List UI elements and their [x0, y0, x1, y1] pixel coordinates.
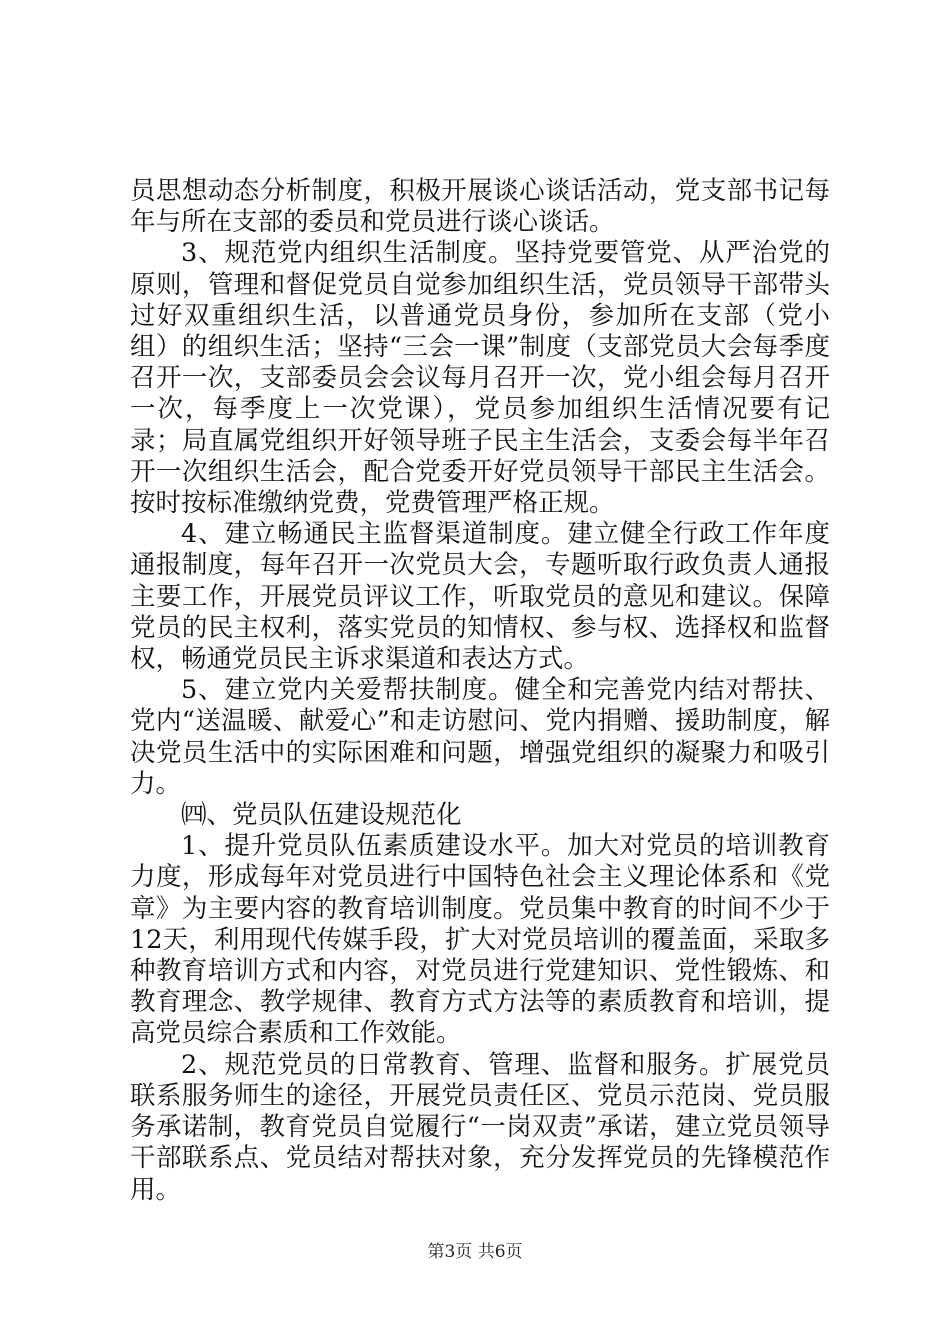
- document-body: [130, 176, 830, 1206]
- paragraph: 4、建立畅通民主监督渠道制度。建立健全行政工作年度通报制度，每年召开一次党员大会，专题听取行政负责人通报主要工作，开展党员评议工作，听取党员的意见和建议。保障党员的民主权利，落实党员的知情权、参与权、选择权和监督权，畅通党员民主诉求渠道和表达方式。: [130, 519, 830, 675]
- paragraph: 5、建立党内关爱帮扶制度。健全和完善党内结对帮扶、党内“送温暖、献爱心”和走访慰问、党内捐赠、援助制度，解决党员生活中的实际困难和问题，增强党组织的凝聚力和吸引力。: [130, 675, 830, 799]
- paragraph: 1、提升党员队伍素质建设水平。加大对党员的培训教育力度，形成每年对党员进行中国特色社会主义理论体系和《党章》为主要内容的教育培训制度。党员集中教育的时间不少于12天，利用现代传媒手段，扩大对党员培训的覆盖面，采取多种教育培训方式和内容，对党员进行党建知识、党性锻炼、和教育理念、教学规律、教育方式方法等的素质教育和培训，提高党员综合素质和工作效能。: [130, 831, 830, 1049]
- paragraph: 3、规范党内组织生活制度。坚持党要管党、从严治党的原则，管理和督促党员自觉参加组织生活，党员领导干部带头过好双重组织生活，以普通党员身份，参加所在支部（党小组）的组织生活；坚持“三会一课”制度（支部党员大会每季度召开一次，支部委员会会议每月召开一次，党小组会每月召开一次，每季度上一次党课），党员参加组织生活情况要有记录；局直属党组织开好领导班子民主生活会，支委会每半年召开一次组织生活会，配合党委开好党员领导干部民主生活会。按时按标准缴纳党费，党费管理严格正规。: [130, 238, 830, 519]
- section-heading: ㈣、党员队伍建设规范化: [181, 800, 462, 831]
- paragraph: 2、规范党员的日常教育、管理、监督和服务。扩展党员联系服务师生的途径，开展党员责任区、党员示范岗、党员服务承诺制，教育党员自觉履行“一岗双责”承诺，建立党员领导干部联系点、党员结对帮扶对象，充分发挥党员的先锋模范作用。: [130, 1049, 830, 1205]
- paragraph: 员思想动态分析制度，积极开展谈心谈话活动，党支部书记每年与所在支部的委员和党员进行谈心谈话。: [130, 176, 830, 238]
- page-footer: 第3页 共6页: [427, 1242, 523, 1262]
